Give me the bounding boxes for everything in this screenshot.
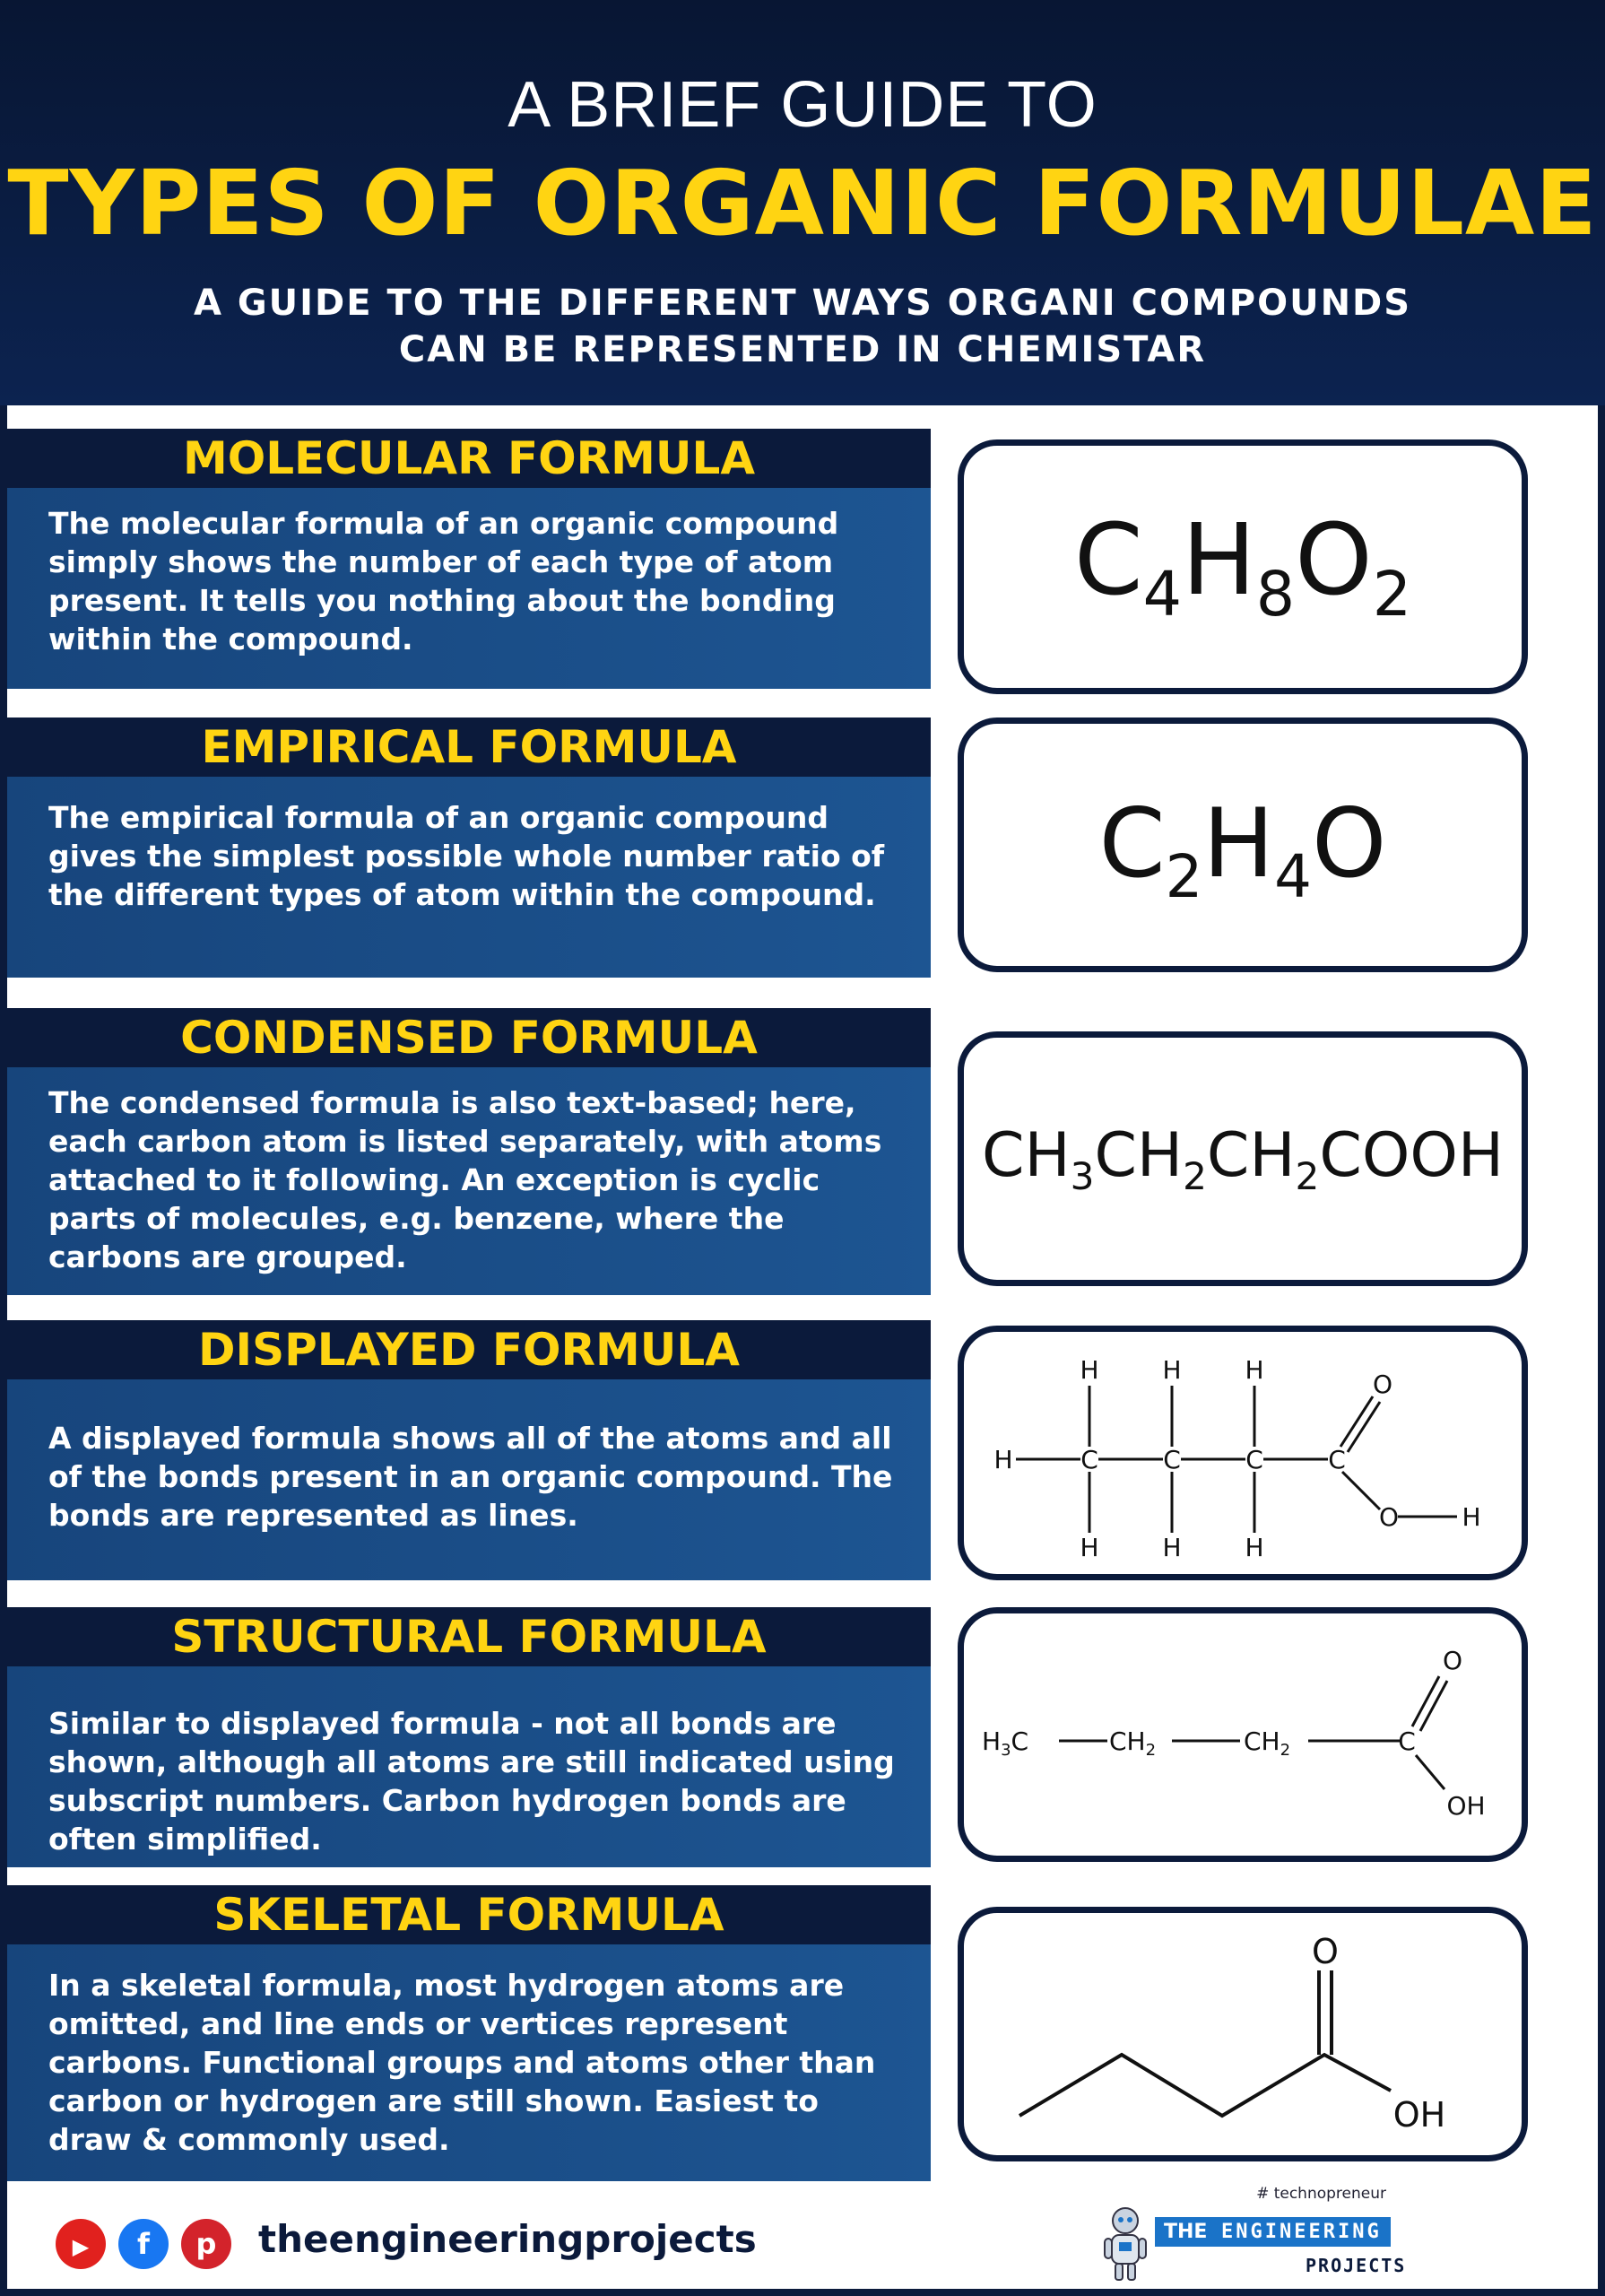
facebook-glyph: f [137, 2227, 150, 2261]
atom-hydrogen: H [1162, 1355, 1182, 1385]
atom-symbol: C [1098, 788, 1166, 899]
group-symbol: COOH [1319, 1120, 1505, 1191]
section-empirical-formula [7, 718, 931, 978]
group-symbol: CH [981, 1120, 1071, 1191]
description-line: A displayed formula shows all of the atoms and all [48, 1421, 892, 1456]
pre-title: A BRIEF GUIDE TO [508, 69, 1097, 141]
robot-mascot-icon [1101, 2205, 1150, 2283]
subtitle-line-2: CAN BE REPRESENTED IN CHEMISTAR [398, 329, 1207, 370]
description-line: attached to it following. An exception is cyclic [48, 1162, 820, 1197]
brand-word-projects: PROJECTS [1306, 2255, 1407, 2276]
empirical-formula-box [958, 718, 1528, 972]
description-line: bonds are represented as lines. [48, 1498, 578, 1533]
section-heading: DISPLAYED FORMULA [7, 1320, 931, 1379]
pinterest-icon[interactable] [181, 2219, 231, 2269]
description-line: shown, although all atoms are still indicated using [48, 1744, 895, 1779]
atom-count: 8 [1255, 559, 1296, 631]
subtitle-line-1: A GUIDE TO THE DIFFERENT WAYS ORGANI COMPOUNDS [193, 283, 1412, 324]
description-line: draw & commonly used. [48, 2122, 450, 2157]
social-handle[interactable]: theengineeringprojects [258, 2217, 757, 2261]
atom-hydrogen: H [1245, 1355, 1264, 1385]
youtube-glyph: ▶ [72, 2234, 90, 2259]
atom-count: 2 [1295, 1153, 1320, 1198]
section-heading: CONDENSED FORMULA [7, 1008, 931, 1067]
atom-hydrogen: H [993, 1445, 1013, 1474]
section-condensed-formula [7, 1008, 931, 1295]
atom-hydrogen: H [1462, 1502, 1481, 1532]
description-line: In a skeletal formula, most hydrogen atoms are [48, 1968, 845, 2003]
displayed-formula-box [958, 1326, 1528, 1580]
description-line: carbon or hydrogen are still shown. Easiest to [48, 2083, 819, 2118]
atom-symbol: C [1073, 502, 1143, 617]
atom-carbon: C [1328, 1445, 1346, 1474]
atom-oxygen: O [1442, 1646, 1463, 1675]
footer [7, 2179, 1598, 2289]
section-heading: EMPIRICAL FORMULA [7, 718, 931, 777]
atom-hydrogen: H [1245, 1533, 1264, 1562]
atom-hydrogen: H [1080, 1355, 1099, 1385]
section-description [7, 1666, 931, 1867]
hydroxyl-group: OH [1392, 2095, 1446, 2135]
atom-count: 4 [1142, 559, 1183, 631]
atom-count: 2 [1372, 559, 1412, 631]
skeletal-formula-diagram [964, 1913, 1522, 2155]
description-line: the different types of atom within the compound. [48, 877, 876, 912]
group-symbol: CH [1094, 1120, 1184, 1191]
description-line: gives the simplest possible whole number ratio of [48, 839, 885, 874]
displayed-formula-diagram [964, 1332, 1522, 1574]
section-description [7, 1067, 931, 1295]
atom-carbon: C [1011, 1726, 1029, 1756]
structural-formula-box [958, 1607, 1528, 1862]
atom-symbol: O [1311, 788, 1387, 899]
description-line: within the compound. [48, 622, 413, 657]
atom-carbon: C [1398, 1726, 1416, 1756]
section-molecular-formula [7, 429, 931, 689]
atom-hydrogen: H [1080, 1533, 1099, 1562]
description-line: often simplified. [48, 1822, 322, 1857]
atom-symbol: O [1295, 502, 1373, 617]
section-structural-formula [7, 1607, 931, 1867]
description-line: carbons. Functional groups and atoms other than [48, 2045, 876, 2080]
description-line: subscript numbers. Carbon hydrogen bonds are [48, 1783, 846, 1818]
methyl-group [982, 1726, 1028, 1760]
description-line: The condensed formula is also text-based; here, [48, 1085, 856, 1120]
description-line: of the bonds present in an organic compound. The [48, 1459, 893, 1494]
atom-symbol: H [1182, 502, 1256, 617]
section-description [7, 1944, 931, 2181]
atom-carbon: C [1080, 1445, 1098, 1474]
hydroxyl-group: OH [1446, 1791, 1486, 1821]
frame-left-border [0, 405, 7, 2296]
section-description [7, 488, 931, 689]
section-heading: STRUCTURAL FORMULA [7, 1607, 931, 1666]
atom-count: 2 [1183, 1153, 1207, 1198]
section-heading: MOLECULAR FORMULA [7, 429, 931, 488]
brand-logo[interactable] [1092, 2185, 1415, 2283]
group-symbol: CH [1206, 1120, 1296, 1191]
condensed-formula [964, 1120, 1522, 1213]
header-banner [0, 0, 1605, 405]
pinterest-glyph: p [195, 2227, 217, 2261]
description-line: The molecular formula of an organic compound [48, 506, 839, 541]
description-line: parts of molecules, e.g. benzene, where the [48, 1201, 785, 1236]
page-title: TYPES OF ORGANIC FORMULAE [7, 151, 1598, 256]
molecular-formula [964, 501, 1522, 654]
description-line: Similar to displayed formula - not all bonds are [48, 1706, 837, 1741]
section-description [7, 777, 931, 978]
atom-count: 2 [1280, 1741, 1291, 1760]
atom-hydrogen: H [1162, 1533, 1182, 1562]
atom-count: 4 [1274, 843, 1312, 911]
youtube-icon[interactable] [56, 2219, 106, 2269]
condensed-formula-box [958, 1031, 1528, 1286]
page-subtitle [179, 280, 1426, 373]
atom-oxygen: O [1372, 1370, 1393, 1399]
section-description [7, 1379, 931, 1580]
description-line: The empirical formula of an organic compound [48, 800, 829, 835]
brand-tagline: # technopreneur [1256, 2185, 1386, 2203]
atom-carbon: C [1245, 1445, 1263, 1474]
group-symbol: CH [1109, 1726, 1146, 1756]
skeletal-formula-box [958, 1907, 1528, 2161]
methylene-group [1244, 1726, 1290, 1760]
brand-word-engineering: ENGINEERING [1212, 2217, 1391, 2247]
atom-count: 3 [1070, 1153, 1095, 1198]
structural-formula-diagram [964, 1613, 1522, 1856]
section-heading: SKELETAL FORMULA [7, 1885, 931, 1944]
frame-bottom-border [0, 2289, 1605, 2296]
section-skeletal-formula [7, 1885, 931, 2181]
description-line: omitted, and line ends or vertices represent [48, 2006, 788, 2041]
description-line: carbons are grouped. [48, 1239, 407, 1274]
atom-count: 2 [1165, 843, 1203, 911]
molecular-formula-box [958, 439, 1528, 694]
section-displayed-formula [7, 1320, 931, 1580]
group-symbol: CH [1244, 1726, 1280, 1756]
atom-count: 2 [1145, 1741, 1157, 1760]
atom-oxygen: O [1312, 1932, 1339, 1971]
empirical-formula [964, 788, 1522, 933]
frame-right-border [1598, 405, 1605, 2296]
description-line: simply shows the number of each type of atom [48, 544, 834, 579]
facebook-icon[interactable] [118, 2219, 169, 2269]
atom-oxygen: O [1378, 1502, 1400, 1532]
description-line: each carbon atom is listed separately, with atoms [48, 1124, 882, 1159]
atom-symbol: H [1202, 788, 1275, 899]
atom-hydrogen: H [982, 1726, 1002, 1756]
atom-count: 3 [1001, 1741, 1011, 1760]
atom-carbon: C [1163, 1445, 1181, 1474]
brand-word-the: THE [1155, 2217, 1216, 2247]
description-line: present. It tells you nothing about the bonding [48, 583, 836, 618]
methylene-group [1109, 1726, 1156, 1760]
